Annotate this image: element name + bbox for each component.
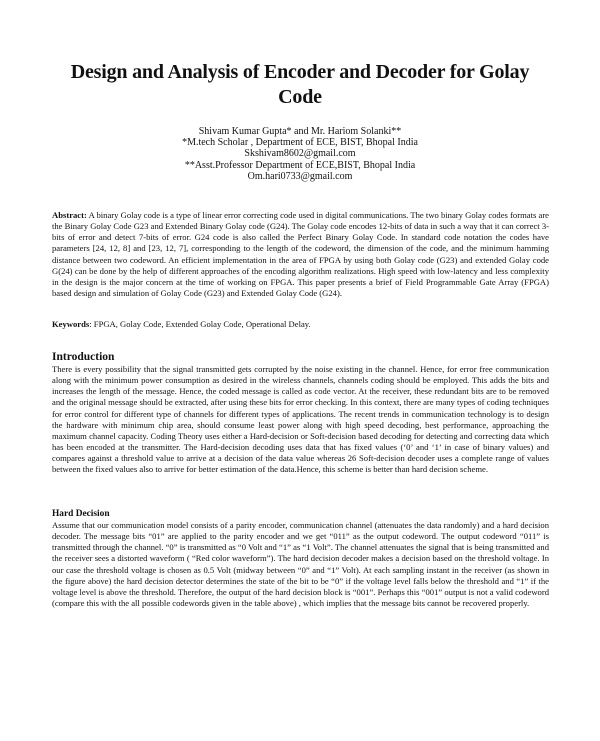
author-email-2: Om.hari0733@gmail.com bbox=[247, 170, 353, 182]
author-affiliation-2: **Asst.Professor Department of ECE,BIST, Bhopal India bbox=[184, 159, 416, 171]
keywords bbox=[52, 319, 549, 330]
abstract-label: Abstract: bbox=[52, 210, 87, 220]
hard-decision-text: Assume that our communication model consists of a parity encoder, communication channel (attenuates the data randomly) and a hard decision decoder. The message bits “01” are applied to the parity encoder and we get “011” as the output codeword. The output codeword “011” is transmitted through the channel. “0” is transmitted as “0 Volt and “1” as “1 Volt”. The channel attenuates the signal that is being transmitted and the receiver sees a distorted waveform ( “Red color waveform”). The hard decision decoder makes a decision based on the threshold voltage. In our case the threshold voltage is chosen as 0.5 Volt (midway between “0” and “1” Volt). At each sampling instant in the receiver (as shown in the figure above) the hard decision detector determines the state of the bit to be “0” if the voltage level falls below the threshold and “1” if the voltage level is above the threshold. Therefore, the output of the hard decision block is “001”. Perhaps this “001” output is not a valid codeword (compare this with the all possible codewords given in the table above) , which implies that the message bits cannot be recovered properly. bbox=[52, 520, 549, 609]
author-names: Shivam Kumar Gupta* and Mr. Hariom Solanki** bbox=[198, 126, 402, 137]
keywords-label: Keywords bbox=[52, 319, 90, 329]
abstract bbox=[52, 210, 549, 299]
abstract-text: A binary Golay code is a type of linear error correcting code used in digital communications. The two binary Golay codes formats are the Binary Golay Code G23 and Extended Binary Golay code (G24). The Golay code encodes 12-bits of data in such a way that it can correct 3-bits of error and detect 7-bits of error. G24 code is also called the Perfect Binary Golay Code. In standard code notation the codes have parameters [24, 12, 8] and [23, 12, 7], corresponding to the length of the codeword, the dimension of the code, and the minimum hamming distance between two codeword. An efficient implementation in the area of FPGA by using both Golay code (G23) and extended Golay code G(24) can be done by the help of different approaches of the encoding algorithm realizations. High speed with low-latency and less complexity in the design is the major concern at the time of working on FPGA. This paper presents a brief of Field Programmable Gate Array (FPGA) based design and simulation of Golay Code (G23) and Extended Golay Code (G24). bbox=[52, 210, 549, 299]
introduction-text: There is every possibility that the signal transmitted gets corrupted by the noise existing in the channel. Hence, for error free communication along with the minimum power consumption as desired in the wireless channels, channels coding should be employed. This adds the bits and increases the length of the message. Hence, the coded message is called as code vector. At the receiver, these redundant bits are to be removed and the original message should be extracted, after using these bits for error checking. In this context, there are many types of coding techniques for error control for different type of channels for different types of applications. The recent trends in communication technology is to design the hardware with minimum chip area, should consume least power along with high speed decoding, best performance, approaching the maximum channel capacity. Coding Theory uses either a Hard-decision or Soft-decision based decoding for detecting and correcting data which has been encoded at the transmitter. The Hard-decision decoding uses data that has fixed values (‘0’ and ‘1’ in case of binary values) and compares against a threshold value to arrive at a decision of the data value whereas 26 Soft-decision decoder uses a complete range of values between the fixed values also to arrive for better estimation of the data.Hence, this scheme is better than hard decision scheme. bbox=[52, 364, 549, 475]
introduction-heading: Introduction bbox=[52, 351, 115, 363]
keywords-text: : FPGA, Golay Code, Extended Golay Code, Operational Delay. bbox=[89, 319, 311, 329]
paper-title: Design and Analysis of Encoder and Decoder for Golay Code bbox=[70, 61, 530, 108]
author-affiliation-1: *M.tech Scholar , Department of ECE, BIST, Bhopal India bbox=[182, 137, 418, 149]
author-block bbox=[100, 126, 500, 182]
hard-decision-heading: Hard Decision bbox=[52, 509, 110, 519]
author-email-1: Skshivam8602@gmail.com bbox=[244, 148, 356, 160]
